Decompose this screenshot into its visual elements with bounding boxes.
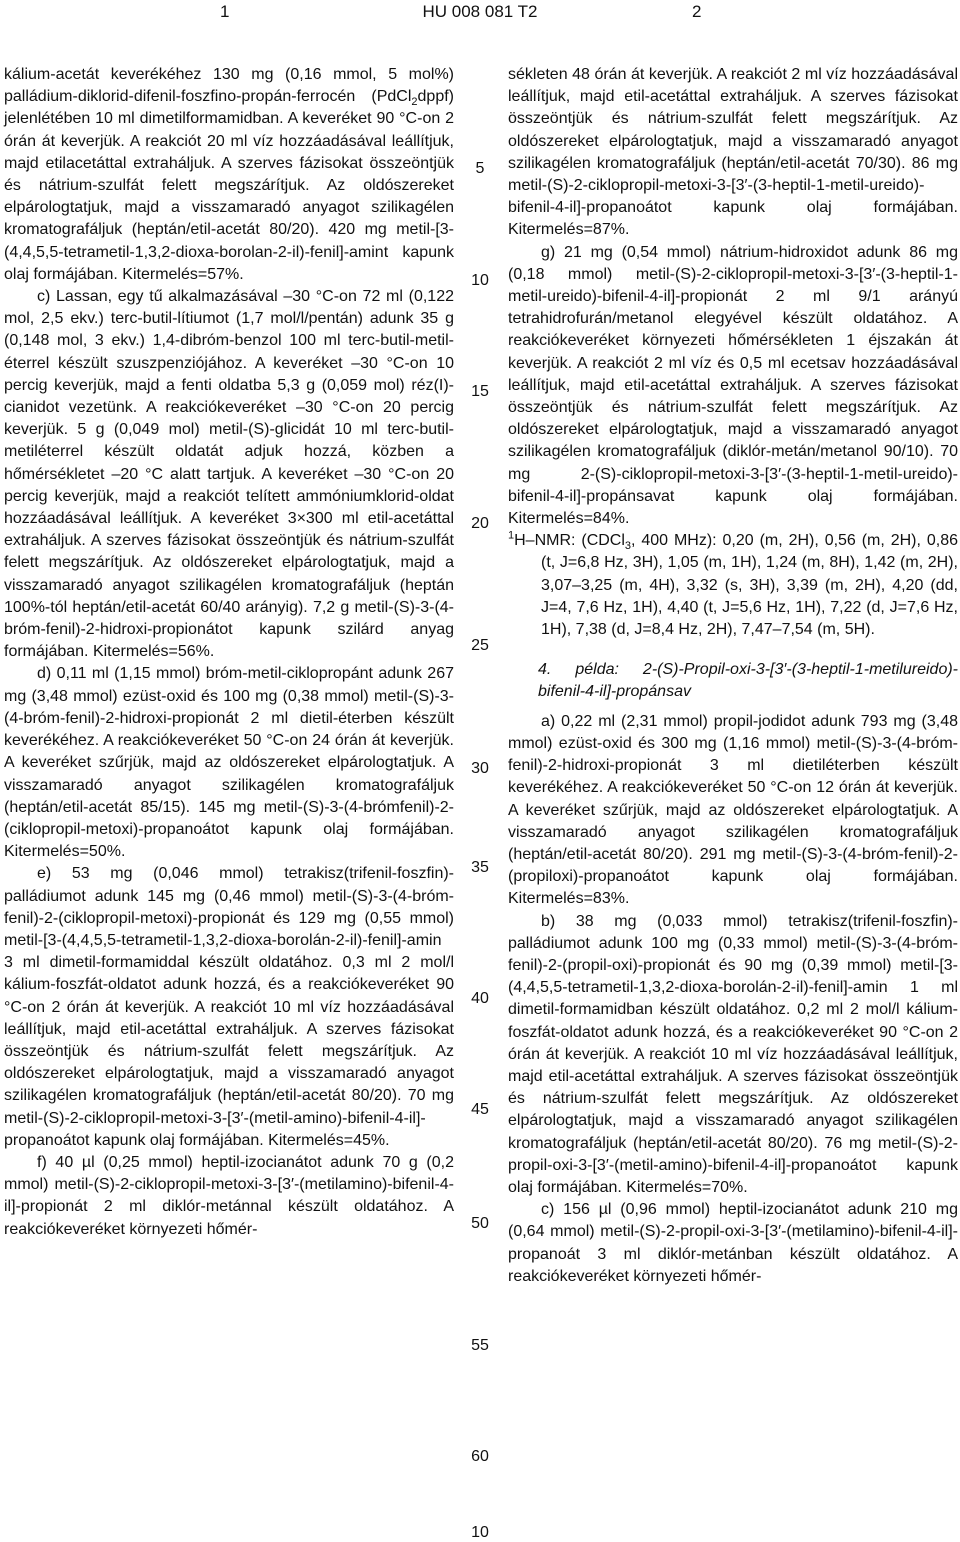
paragraph: c) 156 µl (0,96 mmol) heptil-izocianátot adunk 210 mg (0,64 mmol) metil-(S)-2-propil-oxi-3-[3′-(metilamino)-bifenil-4-il]-propanoát 3 ml diklór-metánban készült oldatához. A reakciókeveréket környezeti hőmér- <box>508 1201 958 1285</box>
paragraph: sékleten 48 órán át keverjük. A reakciót 2 ml víz hozzáadásával leállítjuk, majd etil-acetáttal extraháljuk. A szerves fázisokat összeöntjük és nátrium-szulfát felett megszárítjuk. Az oldószereket elpárologtatjuk, majd a visszamaradó anyagot szilikagélen kromatografáljuk (heptán/etil-acetát 70/30). 86 mg metil-(S)-2-ciklopropil-metoxi-3-[3′-(3-heptil-1-metil-ureido)-bifenil-4-il]-propanoátot kapunk olaj formájában. Kitermelés=87%. <box>508 66 958 239</box>
paragraph: c) Lassan, egy tű alkalmazásával –30 °C-on 72 ml (0,122 mol, 2,5 ekv.) terc-butil-lítiumot (1,7 mol/l/pentán) adunk 35 g (0,148 mol, 3 ekv.) 1,4-dibróm-benzol 100 ml terc-butil-metil-éterrel készült szuszpenziójához. A keveréket –30 °C-on 10 percig keverjük, majd a fenti oldatba 5,3 g (0,059 mol) réz(I)-cianidot vezetünk. A reakciókeveréket –30 °C-on 20 percig keverjük. 5 g (0,049 mol) metil-(S)-glicidát 10 ml terc-butil-metiléterrel készült oldatát adjuk hozzá, közben a hőmérsékletet –20 °C alatt tartjuk. A keveréket –30 °C-on 20 percig keverjük, majd a reakciót telített ammóniumklorid-oldat hozzáadásával leállítjuk. A keveréket 3×300 ml etil-acetáttal extraháljuk. A szerves fázisokat összeöntjük és nátrium-szulfát felett megszárítjuk. Az oldószereket elpárologtatjuk, majd a visszamaradó anyagot szilikagélen kromatografáljuk (heptán 100%-tól heptán/etil-acetát 60/40 arányig). 7,2 g metil-(S)-3-(4-bróm-fenil)-2-hidroxi-propionátot kapunk szilárd anyag formájában. Kitermelés=56%. <box>4 288 454 661</box>
line-number: 45 <box>471 1101 489 1118</box>
paragraph: b) 38 mg (0,033 mmol) tetrakisz(trifenil-foszfin)-palládiumot adunk 100 mg (0,33 mmol) metil-(S)-3-(4-bróm-fenil)-2-(propil-oxi)-propionát és 90 mg (0,39 mmol) metil-[3-(4,4,5,5-tetrametil-1,3,2-dioxa-borolán-2-il)-fenil]-amin 1 ml dimetil-formamidban készült oldatához. 0,2 ml 2 mol/l kálium-foszfát-oldatot adunk hozzá, és a reakciókeveréket 90 °C-on 2 órán át keverjük. A reakciót 10 ml víz hozzáadásával leállítjuk, majd etil-acetáttal extraháljuk. A szerves fázisokat összeöntjük és nátrium-szulfát felett megszárítjuk. Az oldószereket elpárologtatjuk, majd a visszamaradó anyagot szilikagélen kromatografáljuk (heptán/etil-acetát 80/20). 76 mg metil-(S)-2-propil-oxi-3-[3′-(metil-amino)-bifenil-4-il]-propanoátot kapunk olaj formájában. Kitermelés=70%. <box>508 912 958 1196</box>
paragraph: kálium-acetát keverékéhez 130 mg (0,16 mmol, 5 mol%) palládium-diklorid-difenil-foszfino-propán-ferrocén (PdCl$_2$dppf) jelenlétében 10 ml dimetilformamidban. A keveréket 90 °C-on 2 órán át keverjük. A reakciót 20 ml víz hozzáadásával leállítjuk, majd etilacetáttal extraháljuk. A szerves fázisokat összeöntjük és nátrium-szulfát felett megszárítjuk. Az oldószereket elpárologtatjuk, majd a visszamaradó anyagot szilikagélen kromatografáljuk (heptán/etil-acetát 80/20). 420 mg metil-[3-(4,4,5,5-tetrametil-1,3,2-dioxa-borolan-2-il)-fenil]-amint kapunk olaj formájában. Kitermelés=57%. <box>4 66 454 283</box>
line-number: 55 <box>471 1337 489 1354</box>
example-heading: 4. példa: 2-(S)-Propil-oxi-3-[3′-(3-heptil-1-metilureido)-bifenil-4-il]-propánsav <box>538 661 958 701</box>
paragraph: e) 53 mg (0,046 mmol) tetrakisz(trifenil-foszfin)-palládiumot adunk 145 mg (0,46 mmol) metil-(S)-3-(4-bróm-fenil)-2-(ciklopropil-metoxi)-propionát és 129 mg (0,55 mmol) metil-[3-(4,4,5,5-tetrametil-1,3,2-dioxa-borolán-2-il)-fenil]-amin 3 ml dimetil-formamiddal készült oldatához. 0,3 ml 2 mol/l kálium-foszfát-oldatot adunk hozzá, és a reakciókeveréket 90 °C-on 2 órán át keverjük. A reakciót 10 ml víz hozzáadásával leállítjuk, majd etil-acetáttal extraháljuk. A szerves fázisokat összeöntjük és nátrium-szulfát felett megszárítjuk. Az oldószereket elpárologtatjuk, majd a visszamaradó anyagot szilikagélen kromatografáljuk (heptán/etil-acetát 80/20). 70 mg metil-(S)-2-ciklopropil-metoxi-3-[3′-(metil-amino)-bifenil-4-il]-propanoátot kapunk olaj formájában. Kitermelés=45%. <box>4 865 454 1149</box>
line-number: 60 <box>471 1448 489 1465</box>
paragraph: f) 40 µl (0,25 mmol) heptil-izocianátot adunk 70 g (0,2 mmol) metil-(S)-2-ciklopropil-metoxi-3-[3′-(metilamino)-bifenil-4-il]-propionát 2 ml diklór-metánnal készült oldatához. A reakciókeveréket környezeti hőmér- <box>4 1153 454 1238</box>
line-number: 15 <box>471 383 489 400</box>
paragraph: g) 21 mg (0,54 mmol) nátrium-hidroxidot adunk 86 mg (0,18 mmol) metil-(S)-2-ciklopropil-metoxi-3-[3′-(3-heptil-1-metil-ureido)-bifenil-4-il]-propionát 2 ml 9/1 arányú tetrahidrofurán/metanol elegyével készült oldatához. A reakciókeveréket környezeti hőmérsékleten 1 éjszakán át keverjük. A reakciót 2 ml víz és 0,5 ml ecetsav hozzáadásával leállítjuk, majd etil-acetáttal extraháljuk. A szerves fázisokat összeöntjük és nátrium-szulfát felett megszárítjuk. Az oldószereket elpárologtatjuk, majd a visszamaradó anyagot szilikagélen kromatografáljuk (diklór-metán/metanol 90/10). 70 mg 2-(S)-ciklopropil-metoxi-3-[3′-(3-heptil-1-metil-ureido)-bifenil-4-il]-propánsavat kapunk olaj formájában. Kitermelés=84%. <box>508 243 958 528</box>
paragraph: a) 0,22 ml (2,31 mmol) propil-jodidot adunk 793 mg (3,48 mmol) ezüst-oxid és 300 mg (1,16 mmol) metil-(S)-3-(4-bróm-fenil)-2-hidroxi-propionát 3 ml dietiléterben készült keverékéhez. A reakciókeveréket 50 °C-on 12 órán át keverjük. A keveréket szűrjük, majd az oldószereket elpárologtatjuk. A visszamaradó anyagot szilikagélen kromatografáljuk (heptán/etil-acetát 80/20). 291 mg metil-(S)-3-(4-bróm-fenil)-2-(propiloxi)-propanoátot kapunk olaj formájában. Kitermelés=83%. <box>508 712 958 908</box>
right-page-number: 2 <box>692 2 702 21</box>
paragraph: d) 0,11 ml (1,15 mmol) bróm-metil-ciklopropánt adunk 267 mg (3,48 mmol) ezüst-oxid és 100 mg (0,38 mmol) metil-(S)-3-(4-bróm-fenil)-2-hidroxi-propionát 2 ml dietil-éterben készült keverékéhez. A reakciókeveréket 50 °C-on 24 órán át keverjük. A keveréket szűrjük, majd az oldószereket elpárologtatjuk. A visszamaradó anyagot szilikagélen kromatografáljuk (heptán/etil-acetát 85/15). 145 mg metil-(S)-3-(4-brómfenil)-2-(ciklopropil-metoxi)-propanoátot kapunk olaj formájában. Kitermelés=50%. <box>4 665 454 861</box>
left-column <box>4 64 454 1241</box>
document-id: HU 008 081 T2 <box>422 2 538 21</box>
line-number: 40 <box>471 990 489 1007</box>
line-number: 10 <box>471 272 489 289</box>
page-footer-number: 10 <box>471 1524 489 1541</box>
right-column <box>508 64 958 1288</box>
line-number: 20 <box>471 515 489 532</box>
line-number: 30 <box>471 760 489 777</box>
line-number: 35 <box>471 859 489 876</box>
line-number: 50 <box>471 1215 489 1232</box>
line-number: 5 <box>475 160 485 177</box>
left-page-number: 1 <box>220 2 230 21</box>
nmr-data: $^1$H–NMR: (CDCl$_3$, 400 MHz): 0,20 (m, 2H), 0,56 (m, 2H), 0,86 (t, J=6,8 Hz, 3H), 1,05 (m, 1H), 1,24 (m, 8H), 1,42 (m, 2H), 3,07–3,25 (m, 4H), 3,32 (s, 3H), 3,39 (m, 2H), 4,20 (dd, J=4, 7,6 Hz, 1H), 4,40 (t, J=5,6 Hz, 1H), 7,22 (d, J=7,6 Hz, 1H), 7,38 (d, J=8,4 Hz, 2H), 7,47–7,54 (m, 5H). <box>508 529 958 639</box>
line-number: 25 <box>471 637 489 654</box>
